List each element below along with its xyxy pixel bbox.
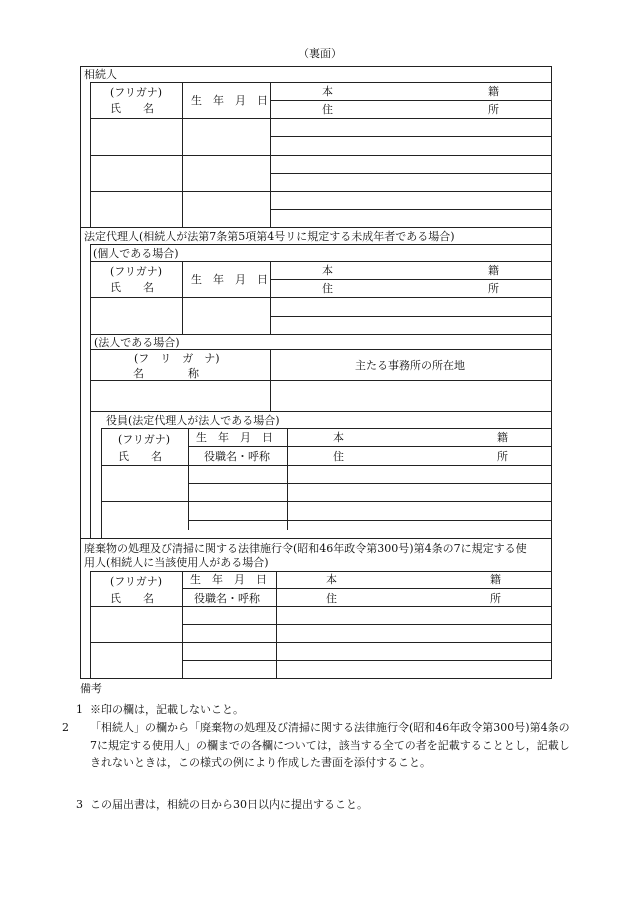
remark-number: 3 (76, 798, 83, 811)
legal-rep-individual-label: (個人である場合) (93, 247, 179, 260)
remark-item-2 (62, 719, 570, 772)
users-col-address-b: 所 (490, 592, 501, 605)
officer-col-address-b: 所 (497, 450, 508, 463)
remark-item-3 (76, 796, 556, 814)
remark-number: 1 (76, 703, 83, 716)
remark-text: この届出書は，相続の日から30日以内に提出すること。 (90, 798, 368, 811)
heir-section-label: 相続人 (84, 68, 117, 81)
users-col-name: 氏 名 (110, 592, 154, 605)
users-col-honseki-a: 本 (326, 573, 337, 586)
remark-text: 「相続人」の欄から「廃棄物の処理及び清掃に関する法律施行令(昭和46年政令第300号)第4条の7に規定する使用人」の欄までの各欄については，該当する全ての者を記載することとし，記載しきれないときは，この様式の例により作成した書面を添付すること。 (90, 721, 570, 769)
officer-col-title: 役職名・呼称 (204, 450, 270, 463)
legal-rep-col-address-a: 住 (322, 282, 333, 295)
heir-col-name: 氏 名 (110, 102, 154, 115)
users-col-furigana: (フリガナ) (110, 575, 163, 588)
legal-rep-col-address-b: 所 (488, 282, 499, 295)
users-col-title: 役職名・呼称 (194, 592, 260, 605)
remark-item-1 (76, 701, 556, 719)
users-col-address-a: 住 (326, 592, 337, 605)
heir-col-address-b: 所 (488, 103, 499, 116)
officer-col-address-a: 住 (333, 450, 344, 463)
heir-col-birth: 生 年 月 日 (191, 94, 268, 107)
heir-col-furigana: (フリガナ) (110, 86, 163, 99)
remark-text: ※印の欄は，記載しないこと。 (90, 703, 244, 716)
legal-rep-corp-name: 名 称 (133, 367, 199, 380)
users-section-label-line1: 廃棄物の処理及び清掃に関する法律施行令(昭和46年政令第300号)第4条の7に規定する使 (84, 542, 527, 555)
officer-col-furigana: (フリガナ) (118, 433, 171, 446)
officer-col-birth: 生 年 月 日 (196, 431, 273, 444)
legal-rep-col-name: 氏 名 (110, 281, 154, 294)
legal-rep-officer-label: 役員(法定代理人が法人である場合) (106, 414, 280, 427)
officer-col-honseki-a: 本 (333, 431, 344, 444)
page-title: （裏面） (298, 47, 342, 60)
legal-rep-section-label: 法定代理人(相続人が法第7条第5項第4号リに規定する未成年者である場合) (84, 230, 455, 243)
legal-rep-corporate-label: (法人である場合) (94, 336, 180, 349)
legal-rep-col-birth: 生 年 月 日 (191, 273, 268, 286)
officer-col-honseki-b: 籍 (497, 431, 508, 444)
users-col-birth: 生 年 月 日 (190, 573, 267, 586)
remarks-heading: 備考 (80, 682, 102, 695)
heir-col-honseki-b: 籍 (488, 85, 499, 98)
legal-rep-corp-furigana: (フ リ ガ ナ) (134, 352, 220, 365)
heir-col-address-a: 住 (322, 103, 333, 116)
users-section-label-line2: 用人(相続人に当該使用人がある場合) (84, 556, 269, 569)
heir-col-honseki-a: 本 (322, 85, 333, 98)
users-col-honseki-b: 籍 (490, 573, 501, 586)
legal-rep-col-furigana: (フリガナ) (110, 265, 163, 278)
remark-number: 2 (62, 721, 69, 734)
officer-col-name: 氏 名 (118, 450, 162, 463)
legal-rep-col-honseki-b: 籍 (488, 264, 499, 277)
legal-rep-col-honseki-a: 本 (322, 264, 333, 277)
legal-rep-corp-office: 主たる事務所の所在地 (355, 359, 465, 372)
